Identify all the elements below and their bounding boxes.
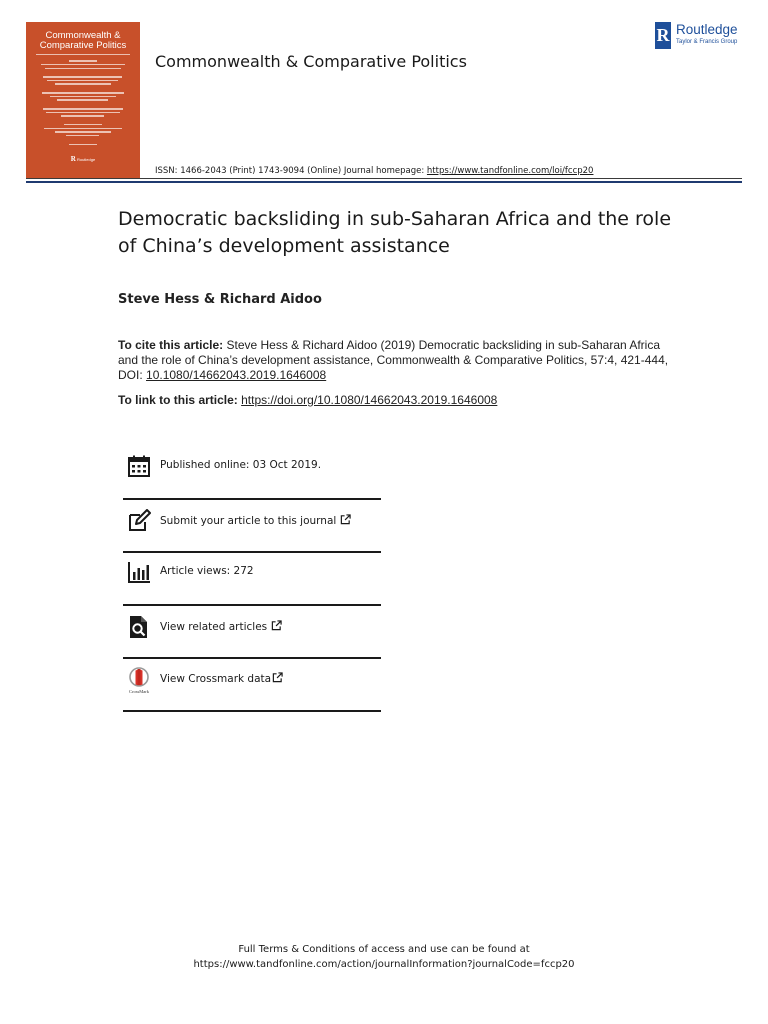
crossmark-text: View Crossmark data [160, 673, 272, 685]
article-link [118, 393, 678, 407]
article-doi-link[interactable]: https://doi.org/10.1080/14662043.2019.1646008 [241, 393, 498, 407]
cover-logo-text: Routledge [76, 157, 96, 162]
submit-article-item[interactable] [123, 496, 381, 548]
crossmark-caption: CrossMark [129, 689, 149, 694]
edit-icon [127, 509, 151, 533]
journal-homepage-link[interactable]: https://www.tandfonline.com/loi/fccp20 [426, 166, 594, 176]
article-views-item [123, 547, 381, 599]
crossmark-label [160, 672, 283, 685]
header-divider [26, 181, 742, 183]
footer-terms-link[interactable]: https://www.tandfonline.com/action/journalInformation?journalCode=fccp20 [193, 959, 575, 970]
journal-title: Commonwealth & Comparative Politics [155, 52, 467, 71]
publisher-name: Routledge [676, 22, 738, 37]
submit-article-text: Submit your article to this journal [160, 515, 337, 527]
article-title: Democratic backsliding in sub-Saharan Africa and the role of China’s development assistance [118, 208, 672, 257]
article-views-label: Article views: 272 [160, 565, 254, 577]
issn-text: ISSN: 1466-2043 (Print) 1743-9094 (Online) Journal homepage: [155, 166, 427, 176]
external-link-icon [340, 514, 351, 525]
related-articles-text: View related articles [160, 621, 268, 633]
cover-volume-line [26, 54, 140, 55]
search-document-icon [127, 615, 151, 639]
citation-doi-link[interactable]: 10.1080/14662043.2019.1646008 [146, 368, 327, 382]
crossmark-icon [127, 666, 151, 694]
crossmark-item[interactable] [123, 654, 381, 706]
external-link-icon [271, 620, 282, 631]
link-label: To link to this article: [118, 393, 242, 407]
cover-publisher-logo [26, 155, 140, 163]
published-online-label: Published online: 03 Oct 2019. [160, 459, 322, 471]
calendar-icon [127, 454, 151, 478]
journal-cover [26, 22, 140, 178]
header-divider-thin [26, 178, 742, 179]
citation [118, 338, 678, 383]
bar-chart-icon [127, 560, 151, 584]
issn-line [155, 166, 593, 176]
cover-title: Commonwealth & Comparative Politics [39, 30, 127, 51]
related-articles-label [160, 620, 282, 633]
published-online-item [123, 441, 381, 493]
external-link-icon [272, 672, 283, 683]
footer-terms-text: Full Terms & Conditions of access and use can be found at [238, 944, 530, 955]
routledge-logo-icon: R [655, 22, 671, 49]
info-divider [123, 710, 381, 712]
related-articles-item[interactable] [123, 602, 381, 654]
publisher-subtitle: Taylor & Francis Group [676, 39, 738, 45]
submit-article-label [160, 514, 351, 527]
cover-contents [36, 60, 130, 145]
footer [0, 942, 768, 972]
publisher-logo[interactable] [655, 22, 755, 52]
article-authors: Steve Hess & Richard Aidoo [118, 292, 322, 307]
cover-logo-mark: R [70, 155, 76, 163]
citation-label: To cite this article: [118, 338, 224, 352]
citation-text: Steve Hess & Richard Aidoo (2019) Democratic backsliding in sub-Saharan Africa and the role of China’s development assistance, Commonwealth & Comparative Politics, 57:4, 421-444, DOI: [118, 338, 669, 382]
